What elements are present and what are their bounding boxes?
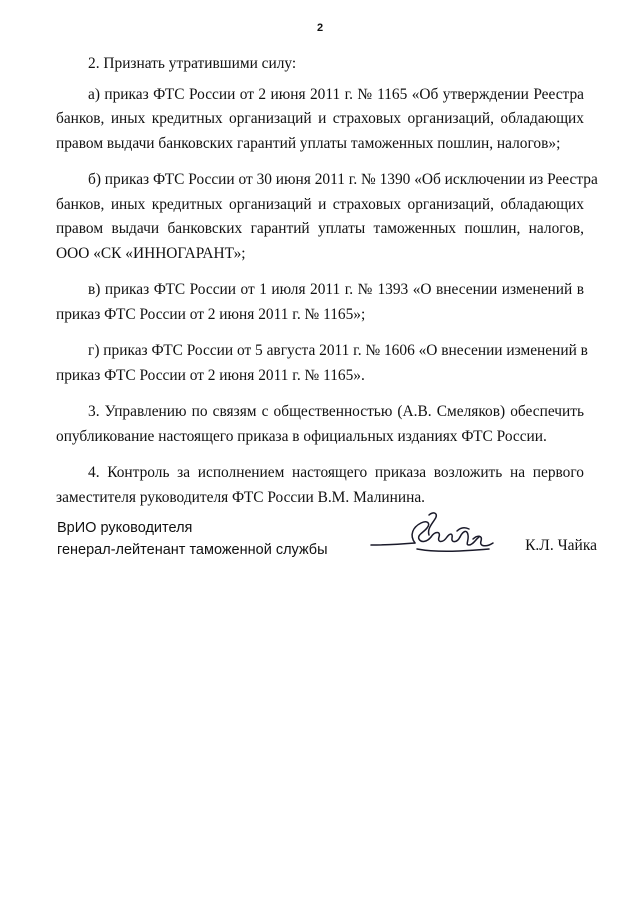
- paragraph-3: [56, 400, 584, 449]
- item-b-line-3: правом выдачи банковских гарантий уплаты таможенных пошлин, налогов,: [56, 220, 584, 237]
- item-b-line-1: б) приказ ФТС России от 30 июня 2011 г. № 1390 «Об исключении из Реестра: [88, 171, 598, 188]
- spacer: [88, 449, 584, 461]
- item-v: [56, 278, 584, 327]
- item-a-line-2: банков, иных кредитных организаций и страховых организаций, обладающих: [56, 110, 584, 127]
- item-a-line-3: правом выдачи банковских гарантий уплаты таможенных пошлин, налогов»;: [56, 134, 561, 152]
- spacer: [88, 266, 584, 278]
- paragraph-4-line-2: заместителя руководителя ФТС России В.М. Малинина.: [56, 488, 426, 506]
- item-b-line-2: банков, иных кредитных организаций и страховых организаций, обладающих: [56, 195, 584, 213]
- signatory-name: К.Л. Чайка: [525, 537, 597, 554]
- signatory-role: [57, 517, 328, 561]
- paragraph-4: [56, 461, 584, 510]
- item-g-line-2: приказ ФТС России от 2 июня 2011 г. № 1165».: [56, 366, 365, 384]
- item-g: [56, 339, 588, 388]
- spacer: [88, 327, 584, 339]
- item-a: [56, 83, 584, 157]
- item-a-line-1: а) приказ ФТС России от 2 июня 2011 г. № 1165 «Об утверждении Реестра: [88, 85, 584, 103]
- item-v-line-1: в) приказ ФТС России от 1 июля 2011 г. № 1393 «О внесении изменений в: [88, 281, 584, 298]
- paragraph-4-line-1: 4. Контроль за исполнением настоящего приказа возложить на первого: [88, 464, 584, 481]
- page-number: 2: [316, 22, 324, 34]
- handwritten-signature: [369, 509, 509, 559]
- item-g-line-1: г) приказ ФТС России от 5 августа 2011 г. № 1606 «О внесении изменений в: [88, 342, 588, 359]
- paragraph-3-line-1: 3. Управлению по связям с общественностью (А.В. Смеляков) обеспечить: [88, 403, 584, 420]
- item-b: [56, 168, 598, 266]
- spacer: [88, 156, 584, 168]
- paragraph-2-heading: 2. Признать утратившими силу:: [88, 55, 297, 72]
- signatory-role-line-1: ВрИО руководителя: [57, 520, 193, 536]
- paragraph-3-line-2: опубликование настоящего приказа в официальных изданиях ФТС России.: [56, 427, 547, 445]
- signature-block: [57, 517, 597, 577]
- spacer: [88, 388, 584, 400]
- item-v-line-2: приказ ФТС России от 2 июня 2011 г. № 1165»;: [56, 305, 366, 323]
- signatory-role-line-2: генерал-лейтенант таможенной службы: [57, 542, 328, 558]
- item-b-line-4: ООО «СК «ИННОГАРАНТ»;: [56, 244, 246, 262]
- document-body: [56, 52, 598, 510]
